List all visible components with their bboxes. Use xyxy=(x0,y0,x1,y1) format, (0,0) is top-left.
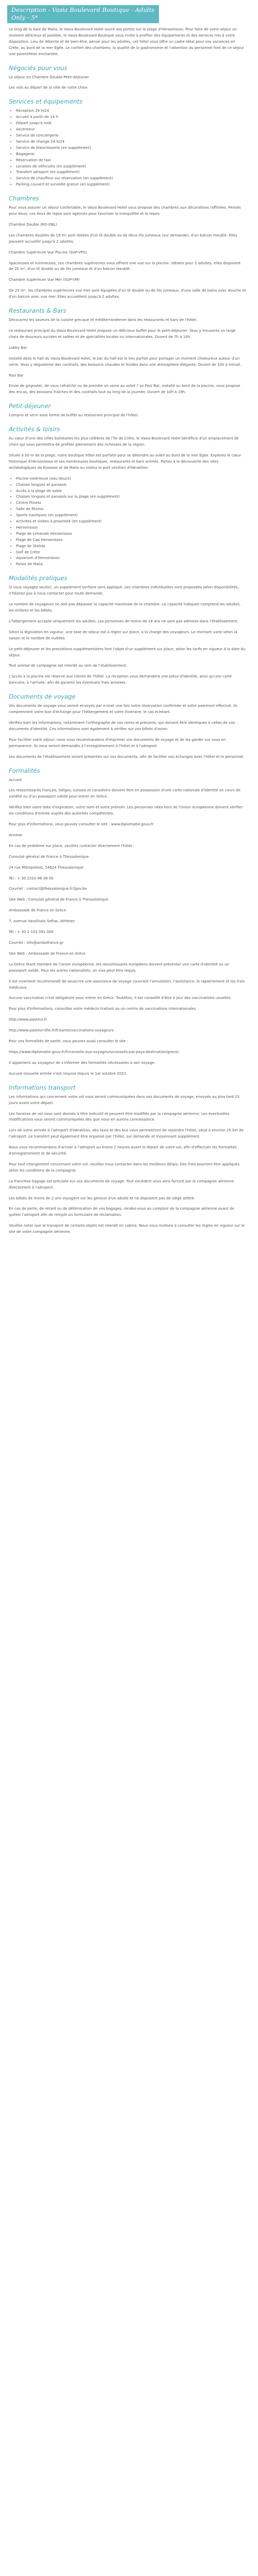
section-paragraph: L'hébergement accepte uniquement les adultes. Les personnes de moins de 18 ans ne sont pas admises dans l'établissement. xyxy=(9,619,238,623)
list-item: • Plage de Limanaki Hersonissos xyxy=(16,531,246,537)
section-paragraph: http://www.pasteur.fr xyxy=(9,1018,47,1022)
section-paragraph: En cas de perte, de retard ou de détérioration de vos bagages, rendez-vous au comptoir de la compagnie aérienne avant de quitter l'aéroport afin de remplir un formulaire de réclamation. xyxy=(9,1207,234,1217)
list-item: • Service de conciergerie xyxy=(16,133,246,139)
section-paragraph: Aucune vaccination n'est obligatoire pour entrer en Grèce. Toutefois, il est conseillé d'être à jour des vaccinations usuelles. xyxy=(9,996,232,1001)
section-paragraph: Tout animal de compagnie est interdit au sein de l'établissement. xyxy=(9,664,127,668)
list-item: • Chaises longues et parasols sur la plage (en supplément) xyxy=(16,494,246,500)
section xyxy=(9,1084,246,1235)
page xyxy=(0,0,258,1261)
section-paragraph: Il est vivement recommandé de souscrire une assurance de voyage couvrant l'annulation, l'assistance, le rapatriement et les frais médicaux. xyxy=(9,979,245,990)
section-list xyxy=(9,108,246,188)
list-item: • Piscine extérieure (eau douce) xyxy=(16,476,246,482)
section-paragraph: En cas de problème sur place, veuillez contacter directement l'hôtel : xyxy=(9,843,135,848)
section-paragraph: Vérifiez bien votre date d'expiration, votre nom et votre prénom. Les personnes nées hors de l'Union européenne doivent vérifier les conditions d'entrée auprès des autorités compétentes. xyxy=(9,805,243,816)
section-paragraph: Annexe xyxy=(9,833,23,837)
list-item: • Parking couvert et surveillé gratuit (en supplément) xyxy=(16,182,246,188)
section-paragraph: https://www.diplomatie.gouv.fr/fr/conseils-aux-voyageurs/conseils-par-pays-destination/grece/ xyxy=(9,1049,179,1054)
section-paragraph: Courriel : info@ambafrance.gr xyxy=(9,941,63,945)
list-item: • Réception 24 h/24 xyxy=(16,108,246,114)
section-paragraph: Lors de votre arrivée à l'aéroport d'Héraklion, des taxis et des bus vous permettront de rejoindre l'hôtel, situé à environ 25 km de l'aéroport. Le transfert peut également être organisé par l'hôtel, sur demande et moyennant supplément. xyxy=(9,1128,244,1139)
section-paragraph: Les vols au départ de la ville de votre choix xyxy=(9,86,88,90)
section-paragraph: Les bébés de moins de 2 ans voyagent sur les genoux d'un adulte et ne disposent pas de siège attitré. xyxy=(9,1196,195,1200)
section-paragraph: Pour tout changement concernant votre vol, veuillez nous contacter dans les meilleurs délais. Des frais pourront être appliqués selon les conditions de la compagnie. xyxy=(9,1162,240,1173)
section-heading: Restaurants & Bars xyxy=(9,307,67,315)
list-item: • Service de chauffeur sur réservation (en supplément) xyxy=(16,176,246,182)
list-item: • Bagagerie xyxy=(16,151,246,158)
section-paragraph: Chambre Supérieure Vue Piscine (SUP-VPS) xyxy=(9,250,87,255)
section xyxy=(9,426,246,568)
section-paragraph: Veuillez noter que le transport de certains objets est interdit en cabine. Nous vous invitons à consulter les règles en vigueur sur le site de votre compagnie aérienne. xyxy=(9,1224,245,1234)
list-item: • Accès à la plage de sable xyxy=(16,488,246,495)
section xyxy=(9,64,246,92)
section-paragraph: Au cœur d'une des villes balnéaires les plus célèbres de l'île de Crète, le Vasia Boulevard Hotel bénéficie d'un emplacement de choix qui vous permettra de profiter pleinement des richesses de la région. xyxy=(9,436,239,447)
section-heading: Activités & loisirs xyxy=(9,426,60,433)
section-paragraph: Le restaurant principal du Vasia Boulevard Hotel propose un délicieux buffet pour le petit-déjeuner. Vous y trouverez un large choix de douceurs sucrées et salées et de spécialités locales ou internationales. Ouvert de 7h à 10h. xyxy=(9,329,236,339)
list-item: • Départ jusqu'à midi xyxy=(16,121,246,127)
section xyxy=(9,307,246,396)
section-paragraph: Consulat général de France à Thessalonique xyxy=(9,854,89,859)
intro-text: Le long de la baie de Malia, le Vasia Boulevard Hotel ouvre ses portes sur la plage d'Hersonissos. Pour faire de votre séjour un moment délicieux et paisible, le Vasia Boulevard Boutique vous invite à profiter des équipements et des services mis à votre disposition. Lieu de détente et de bien-être, pensé pour les adultes, cet hôtel vous offre un cadre idéal pour vos vacances en Crète, au bord de la mer Égée. Le confort des chambres, la qualité de la gastronomie et l'attention du personnel font de ce séjour une parenthèse enchantée. xyxy=(9,27,244,56)
list-item: • Ascenseur xyxy=(16,127,246,133)
section-heading: Formalités xyxy=(9,767,40,774)
section-paragraph: Tél : + 30 2 103 391 000 xyxy=(9,930,54,935)
section-paragraph: Installé dans le hall du Vasia Boulevard Hotel, le bar du hall est le lieu parfait pour partager un moment chaleureux autour d'un verre. Vous y dégusterez des cocktails, des boissons chaudes et froides dans une atmosphère élégante. Ouvert de 10h à minuit. xyxy=(9,356,241,367)
list-item: • Palais de Malia xyxy=(16,562,246,568)
section-paragraph: Pool Bar xyxy=(9,373,24,378)
section-paragraph: Vérifiez bien les informations, notamment l'orthographe de vos noms et prénoms, qui doivent être identiques à celles de vos documents d'identité. Ces informations sont également à vérifier sur vos billets d'avion. xyxy=(9,720,235,731)
section-paragraph: Pour faciliter votre séjour, nous vous recommandons d'imprimer vos documents de voyage et de les garder sur vous en permanence. Ils vous seront demandés à l'enregistrement à l'hôtel et à l'aéroport. xyxy=(9,737,226,748)
sections-container xyxy=(9,64,246,1236)
section-paragraph: Compris et servi sous forme de buffet au restaurant principal de l'hôtel. xyxy=(9,413,139,418)
section-paragraph: Accueil xyxy=(9,777,22,782)
section-paragraph: Les documents de l'établissement seront présentés sur vos documents, afin de faciliter vos échanges avec l'hôtel et le personnel. xyxy=(9,754,245,759)
section-paragraph: L'accès à la piscine est réservé aux clients de l'hôtel. La réception vous demandera une pièce d'identité, ainsi qu'une carte bancaire, à l'arrivée, afin de garantir les éventuels frais annexes. xyxy=(9,674,232,685)
section-paragraph: Ambassade de France en Grèce xyxy=(9,908,66,913)
list-item: • Aquarium d'Hersonissos xyxy=(16,555,246,562)
list-item: • Service de change 24 h/24 xyxy=(16,139,246,145)
section-paragraph: Les ressortissants français, belges, suisses et canadiens doivent être en possession d'une carte nationale d'identité en cours de validité ou d'un passeport valide pour entrer en Grèce. xyxy=(9,788,240,799)
section-paragraph: Courriel : contact@thessalonique.fr.fgov.be xyxy=(9,887,87,891)
list-item: • Chaises longues et parasols xyxy=(16,482,246,488)
list-item: • Transfert aéroport (en supplément) xyxy=(16,170,246,176)
section-paragraph: Située à 50 m de la plage, notre boutique hôtel est parfaite pour se détendre au soleil au bord de la mer Égée. Explorez le cœur historique d'Hersonissos et ses nombreuses boutiques, restaurants et bars animés. Partez à la découverte des sites archéologiques de Knossos et de Malia ou visitez le port vénitien d'Héraklion. xyxy=(9,453,241,470)
section-paragraph: Selon la législation en vigueur, une taxe de séjour est à régler sur place, à la charge des voyageurs. Le montant varie selon la saison et le nombre de nuitées. xyxy=(9,630,237,640)
section-paragraph: Pour plus d'informations, vous pouvez consulter le site : www.diplomatie.gouv.fr xyxy=(9,822,154,827)
section-paragraph: Pour vos formalités de santé, vous pouvez aussi consulter le site : xyxy=(9,1039,128,1044)
section-heading: Chambres xyxy=(9,195,39,202)
section-paragraph: Les horaires de vol vous sont donnés à titre indicatif et peuvent être modifiés par la compagnie aérienne. Les éventuelles modifications vous seront communiquées dès que nous en aurons connaissance. xyxy=(9,1111,230,1122)
section-paragraph: Les informations qui concernent votre vol vous seront communiquées dans vos documents de voyage, envoyés au plus tard 15 jours avant votre départ. xyxy=(9,1094,240,1105)
section-heading: Documents de voyage xyxy=(9,693,76,701)
section-paragraph: Site Web : Ambassade de France en Grèce xyxy=(9,951,86,956)
section xyxy=(9,402,246,419)
section-heading: Services et équipements xyxy=(9,98,83,106)
section-paragraph: Pour vous assurer un séjour confortable, le Vasia Boulevard Hotel vous propose des chambres aux décorations raffinées. Pensés pour deux, ces lieux de repos sont agencés pour favoriser la tranquillité et le repos. xyxy=(9,206,241,216)
section-paragraph: Chambre Double (RO-DBL) xyxy=(9,222,57,227)
section-heading: Informations transport xyxy=(9,1083,76,1091)
section-paragraph: Vos documents de voyage vous seront envoyés par e-mail une fois votre réservation confirmée et votre paiement effectué. Ils comprennent votre bon d'échange pour l'hébergement et votre itinéraire, le cas échéant. xyxy=(9,704,237,715)
section-paragraph: Les chambres doubles de 18 m² sont dotées d'un lit double ou de deux lits jumeaux (sur demande), d'un balcon meublé. Elles peuvent accueillir jusqu'à 2 adultes. xyxy=(9,233,237,244)
section-paragraph: http://www.pasteur-lille.fr/fr/sante/vaccinations-voyageurs xyxy=(9,1028,114,1033)
page-title-banner: Description - Vasia Boulevard Boutique - Adults Only - 5* xyxy=(7,5,159,23)
section-heading: Modalités pratiques xyxy=(9,574,68,582)
section-paragraph: Envie de grignoter, de vous rafraîchir ou de prendre un verre au soleil ? Le Pool Bar, installé au bord de la piscine, vous propose des encas, des boissons fraîches et des cocktails tout au long de la journée. Ouvert de 10h à 19h. xyxy=(9,384,240,395)
list-item: • Service de blanchisserie (en supplément) xyxy=(16,145,246,151)
section-paragraph: Si vous voyagez seul(e), un supplément tarifaire sera appliqué. Les chambres individuelles sont proposées selon disponibilités, n'hésitez pas à nous contacter pour toute demande. xyxy=(9,585,239,596)
section-paragraph: Spacieuses et lumineuses, ces chambres supérieures vous offrent une vue sur la piscine. Idéales pour 2 adultes, elles disposent de 25 m², d'un lit double ou de lits jumeaux et d'un balcon meublé. xyxy=(9,261,241,272)
list-item: • Centre fitness xyxy=(16,500,246,506)
list-item: • Accueil à partir de 14 h xyxy=(16,114,246,121)
list-item: • Réservation de taxi xyxy=(16,158,246,164)
list-item: • Plage de Cap Hersonissos xyxy=(16,537,246,544)
section-paragraph: Lobby Bar xyxy=(9,345,27,350)
section-paragraph: Aucune nouvelle entrée n'est requise depuis le 1er octobre 2022. xyxy=(9,1071,127,1076)
section-paragraph: Nous vous recommandons d'arriver à l'aéroport au moins 2 heures avant le départ de votre vol, afin d'effectuer les formalités d'enregistrement et de sécurité. xyxy=(9,1145,237,1156)
list-item: • Hersonissos xyxy=(16,525,246,531)
list-item: • Sports nautiques (en supplément) xyxy=(16,513,246,519)
section-paragraph: Le nombre de voyageurs ne doit pas dépasser la capacité maximale de la chambre. La capacité indiquée comprend les adultes, les enfants et les bébés. xyxy=(9,602,241,613)
section-paragraph: La franchise bagage est précisée sur vos documents de voyage. Tout excédent vous sera facturé par la compagnie aérienne directement à l'aéroport. xyxy=(9,1179,234,1190)
section-heading: Négociés pour vous xyxy=(9,64,68,72)
section xyxy=(9,195,246,300)
section-paragraph: Le séjour en Chambre Double Petit-déjeuner xyxy=(9,75,89,79)
section-paragraph: Site Web : Consulat général de France à Thessalonique xyxy=(9,897,108,902)
list-item: • Plage de Stalida xyxy=(16,544,246,550)
list-item: • Location de véhicules (en supplément) xyxy=(16,164,246,170)
section-list xyxy=(9,476,246,568)
section-paragraph: 24 rue Mitropoleos, 54624 Thessalonique xyxy=(9,865,84,870)
section-paragraph: 7, avenue Vassilissis Sofias, Athènes xyxy=(9,919,75,924)
section-heading: Petit-déjeuner xyxy=(9,402,51,410)
section-paragraph: Le petit-déjeuner et les prestations supplémentaires font l'objet d'un supplément sur place, selon les tarifs en vigueur à la date du séjour. xyxy=(9,647,246,657)
section xyxy=(9,574,246,686)
section xyxy=(9,98,246,188)
section-paragraph: Chambre Supérieure Vue Mer (SUP-VM) xyxy=(9,278,80,282)
list-item: • Salle de fitness xyxy=(16,506,246,513)
list-item: • Golf de Crète xyxy=(16,550,246,556)
section-paragraph: De 25 m², les chambres supérieures vue mer sont équipées d'un lit double ou de lits jumeaux, d'une salle de bains avec douche et d'un balcon avec vue mer. Elles accueillent jusqu'à 2 adultes. xyxy=(9,289,246,299)
section-paragraph: Tél : + 30 2310 96 36 00 xyxy=(9,876,54,880)
section-paragraph: Il appartient au voyageur de s'informer des formalités nécessaires à son voyage. xyxy=(9,1060,156,1065)
section-paragraph: Pour plus d'informations, consultez votre médecin traitant ou un centre de vaccinations internationales. xyxy=(9,1007,197,1011)
section-paragraph: La Grèce étant membre de l'Union européenne, les ressortissants européens doivent présenter une carte d'identité ou un passeport valide. Pour les autres nationalités, un visa peut être requis. xyxy=(9,962,229,973)
list-item: • Activités et visites à proximité (en supplément) xyxy=(16,519,246,525)
section xyxy=(9,693,246,760)
section xyxy=(9,767,246,1077)
section-paragraph: Découvrez les saveurs de la cuisine grecque et méditerranéenne dans les restaurants et bars de l'hôtel. xyxy=(9,318,198,323)
